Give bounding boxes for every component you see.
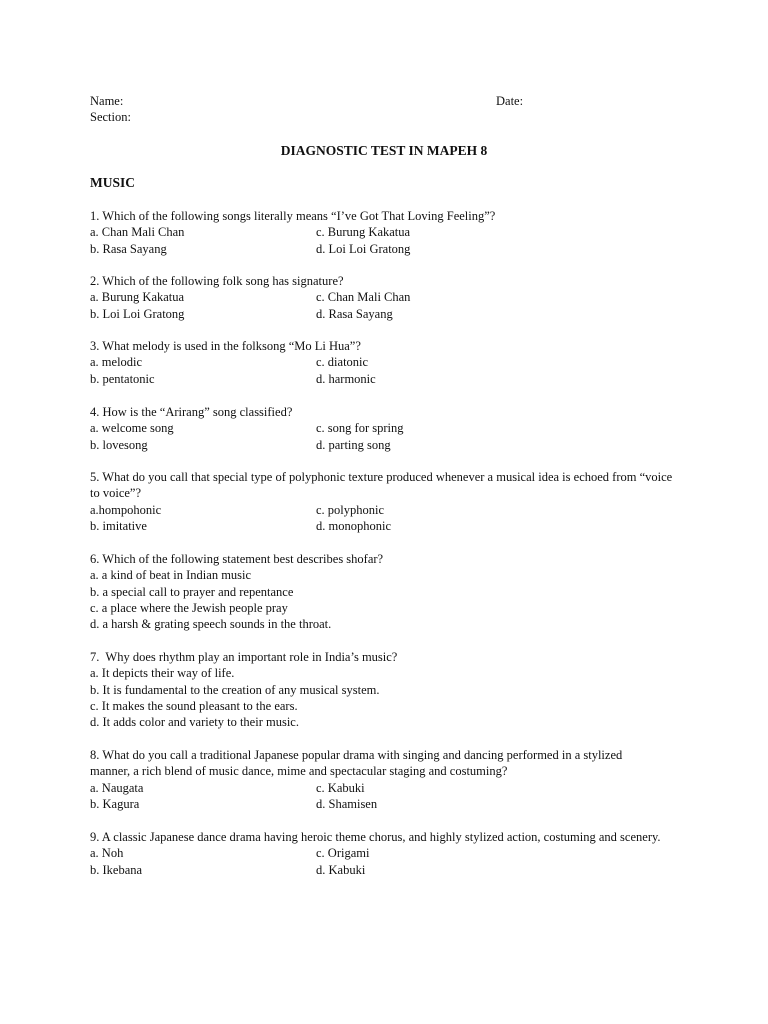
question-6	[90, 551, 690, 632]
question-stem: 3. What melody is used in the folksong “Mo Li Hua”?	[90, 339, 361, 353]
question-9	[90, 829, 690, 878]
option-d: d. harmonic	[316, 371, 376, 386]
question-stem: 1. Which of the following songs literally means “I’ve Got That Loving Feeling”?	[90, 209, 496, 223]
option-a: a. welcome song	[90, 421, 174, 436]
option-d: d. monophonic	[316, 518, 391, 533]
section-label: Section:	[90, 110, 131, 124]
option-d: d. parting song	[316, 437, 391, 452]
option-a: a.hompohonic	[90, 502, 162, 517]
option-c: c. Chan Mali Chan	[316, 290, 411, 305]
option-a: a. Chan Mali Chan	[90, 225, 185, 240]
option-a: a. a kind of beat in Indian music	[90, 568, 252, 583]
option-b: b. a special call to prayer and repentance	[90, 584, 294, 599]
option-c: c. diatonic	[316, 355, 369, 370]
question-stem: 5. What do you call that special type of polyphonic texture produced whenever a musical idea is echoed from “voice to voice”?	[90, 470, 673, 501]
option-b: b. Ikebana	[90, 862, 143, 877]
question-4	[90, 404, 690, 453]
option-d: d. a harsh & grating speech sounds in the throat.	[90, 617, 332, 632]
option-c: c. Kabuki	[316, 780, 365, 795]
name-label: Name:	[90, 94, 124, 108]
option-b: b. Loi Loi Gratong	[90, 306, 185, 321]
question-8	[90, 747, 650, 812]
option-b: b. It is fundamental to the creation of any musical system.	[90, 682, 380, 697]
option-a: a. melodic	[90, 355, 143, 370]
question-2	[90, 273, 690, 322]
option-a: a. Burung Kakatua	[90, 290, 185, 305]
option-a: a. Naugata	[90, 780, 144, 795]
option-d: d. Kabuki	[316, 862, 366, 877]
question-3	[90, 338, 690, 387]
option-c: c. song for spring	[316, 421, 404, 436]
question-stem: 8. What do you call a traditional Japanese popular drama with singing and dancing performed in a stylized manner, a rich blend of music dance, mime and spectacular staging and costuming?	[90, 748, 623, 779]
option-d: d. Loi Loi Gratong	[316, 241, 411, 256]
question-7	[90, 649, 690, 730]
option-d: d. Shamisen	[316, 796, 378, 811]
section-heading: MUSIC	[90, 175, 136, 190]
question-stem: 6. Which of the following statement best describes shofar?	[90, 552, 384, 566]
option-b: b. Kagura	[90, 796, 140, 811]
date-label: Date:	[496, 94, 524, 108]
question-5	[90, 469, 680, 534]
option-b: b. pentatonic	[90, 371, 155, 386]
option-d: d. Rasa Sayang	[316, 306, 393, 321]
option-a: a. It depicts their way of life.	[90, 666, 235, 681]
option-c: c. polyphonic	[316, 502, 385, 517]
question-stem: 4. How is the “Arirang” song classified?	[90, 405, 293, 419]
page-title: DIAGNOSTIC TEST IN MAPEH 8	[280, 143, 488, 158]
question-1	[90, 208, 690, 257]
option-c: c. It makes the sound pleasant to the ears.	[90, 698, 298, 713]
question-stem: 9. A classic Japanese dance drama having heroic theme chorus, and highly stylized action, costuming and scenery.	[90, 830, 661, 844]
option-b: b. imitative	[90, 518, 147, 533]
option-b: b. Rasa Sayang	[90, 241, 167, 256]
option-a: a. Noh	[90, 846, 124, 861]
option-d: d. It adds color and variety to their music.	[90, 715, 299, 730]
option-c: c. Burung Kakatua	[316, 225, 411, 240]
question-stem: 2. Which of the following folk song has signature?	[90, 274, 344, 288]
option-c: c. a place where the Jewish people pray	[90, 600, 288, 615]
question-stem: 7. Why does rhythm play an important role in India’s music?	[90, 650, 398, 664]
option-b: b. lovesong	[90, 437, 148, 452]
option-c: c. Origami	[316, 846, 370, 861]
